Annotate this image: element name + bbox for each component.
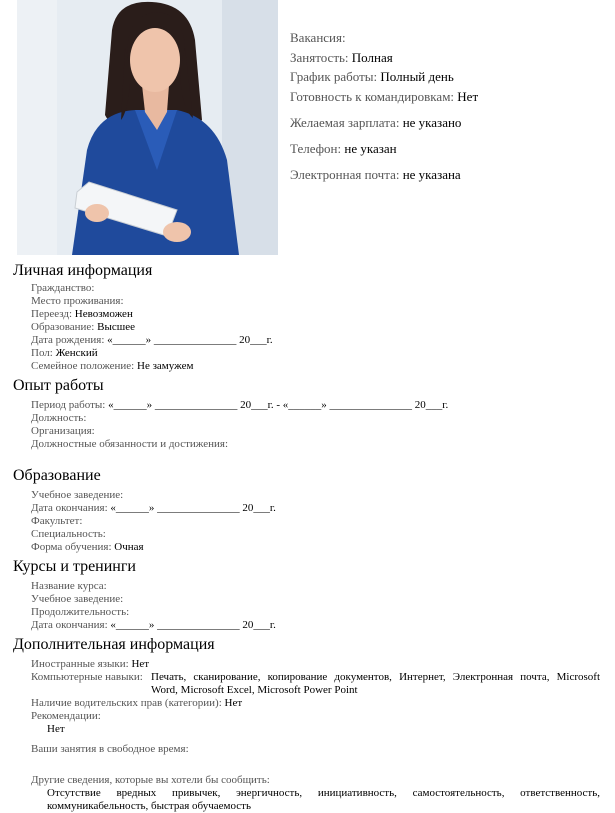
languages-row [31,658,149,671]
hobbies-row [31,743,189,756]
travel-label: Готовность к командировкам: [290,89,455,104]
marital-label: Семейное положение: [31,360,135,372]
course-duration-row [31,606,129,619]
employment-label: Занятость: [290,50,349,65]
education-level-row [31,321,135,334]
citizenship-label: Гражданство: [31,282,95,294]
education-section-title: Образование [13,467,101,484]
vacancy-label: Вакансия: [290,30,346,45]
phone-label: Телефон: [290,141,342,156]
duties-label: Должностные обязанности и достижения: [31,438,229,450]
travel-value: Нет [457,89,479,104]
salary-value: не указано [402,115,462,130]
languages-value: Нет [131,658,150,670]
license-label: Наличие водительских прав (категории): [31,697,222,709]
computer-skills-line-1: Печать, сканирование, копирование документов, Интернет, Электронная почта, Microsoft [151,671,600,683]
study-form-row [31,541,144,554]
employment-value: Полная [351,50,393,65]
institution-row [31,489,123,502]
email-value: не указана [402,167,461,182]
schedule-value: Полный день [380,69,454,84]
position-row [31,412,86,425]
course-graduation-value: «______» _______________ 20___г. [110,619,276,631]
experience-section-title: Опыт работы [13,377,104,394]
computer-skills-label: Компьютерные навыки: [31,671,143,683]
duties-row [31,438,228,451]
graduation-label: Дата окончания: [31,502,108,514]
course-duration-label: Продолжительность: [31,606,130,618]
marital-value: Не замужем [137,360,194,372]
other-info-line-2: коммуникабельность, быстрая обучаемость [47,800,251,812]
organization-label: Организация: [31,425,95,437]
education-level-label: Образование: [31,321,95,333]
courses-section-title: Курсы и тренинги [13,558,136,575]
travel-field [290,89,478,105]
salary-field [290,115,461,131]
salary-label: Желаемая зарплата: [290,115,400,130]
computer-skills-value [151,671,600,697]
other-info-value [47,787,600,813]
relocation-value: Невозможен [74,308,133,320]
computer-skills-row [31,671,143,684]
phone-field [290,141,397,157]
course-graduation-label: Дата окончания: [31,619,108,631]
study-form-value: Очная [114,541,144,553]
residence-label: Место проживания: [31,295,124,307]
woman-portrait-image [17,0,278,255]
recommendations-value: Нет [47,723,65,735]
license-row [31,697,242,710]
recommendations-label: Рекомендации: [31,710,101,722]
employment-field [290,50,393,66]
vacancy-field [290,30,346,46]
license-value: Нет [224,697,243,709]
relocation-row [31,308,133,321]
institution-label: Учебное заведение: [31,489,124,501]
personal-section-title: Личная информация [13,262,153,279]
education-level-value: Высшее [97,321,135,333]
recommendations-row [31,710,101,723]
other-info-label: Другие сведения, которые вы хотели бы сообщить: [31,774,270,786]
course-institution-row [31,593,123,606]
birthdate-row [31,334,273,347]
other-info-line-1: Отсутствие вредных привычек, энергичность, инициативность, самостоятельность, ответственность, [47,787,600,799]
schedule-label: График работы: [290,69,378,84]
relocation-label: Переезд: [31,308,73,320]
hobbies-label: Ваши занятия в свободное время: [31,743,189,755]
faculty-row [31,515,82,528]
profile-photo [17,0,278,255]
specialty-row [31,528,106,541]
additional-section-title: Дополнительная информация [13,636,215,653]
course-graduation-row [31,619,276,632]
residence-row [31,295,124,308]
course-name-label: Название курса: [31,580,107,592]
email-field [290,167,461,183]
course-name-row [31,580,107,593]
gender-value: Женский [55,347,98,359]
course-institution-label: Учебное заведение: [31,593,124,605]
graduation-row [31,502,276,515]
graduation-value: «______» _______________ 20___г. [110,502,276,514]
languages-label: Иностранные языки: [31,658,129,670]
work-period-row [31,399,448,412]
email-label: Электронная почта: [290,167,400,182]
specialty-label: Специальность: [31,528,106,540]
schedule-field [290,69,454,85]
gender-row [31,347,98,360]
phone-value: не указан [344,141,397,156]
computer-skills-line-2: Word, Microsoft Excel, Microsoft Power Point [151,684,358,696]
work-period-value: «______» _______________ 20___г. - «______» _______________ 20___г. [108,399,449,411]
other-info-row [31,774,270,787]
birthdate-value: «______» _______________ 20___г. [107,334,273,346]
study-form-label: Форма обучения: [31,541,112,553]
birthdate-label: Дата рождения: [31,334,105,346]
organization-row [31,425,95,438]
faculty-label: Факультет: [31,515,83,527]
marital-row [31,360,193,373]
citizenship-row [31,282,94,295]
work-period-label: Период работы: [31,399,106,411]
gender-label: Пол: [31,347,53,359]
position-label: Должность: [31,412,87,424]
